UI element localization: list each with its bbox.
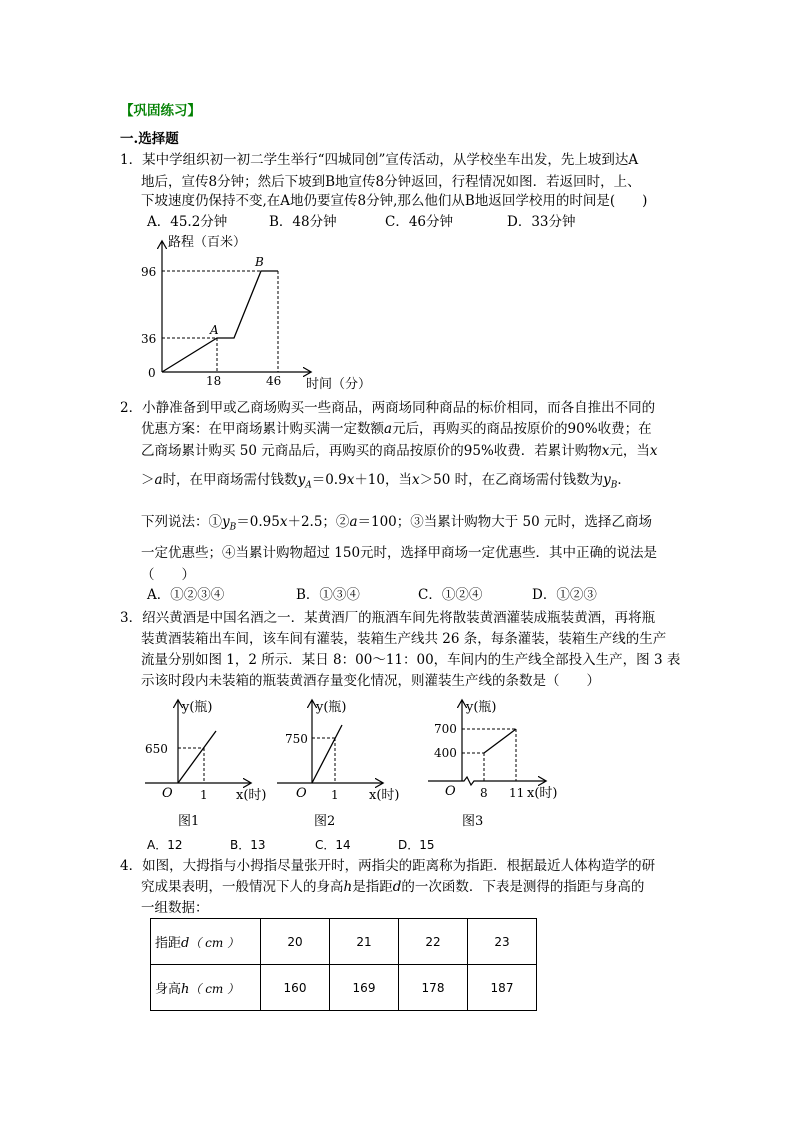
fig3-caption: 图3: [462, 814, 484, 829]
q2-var-a: a: [384, 421, 393, 437]
q4-l2-b: 是指距: [352, 879, 393, 895]
q2-line-2-text-b: 元后，再购买的商品按原价的90%收费；在: [392, 421, 652, 437]
q2-l5-sub: B: [229, 522, 237, 533]
q1-distance-time-graph: [130, 230, 400, 395]
q4-line-2: [141, 879, 644, 895]
q3-line-1: 3．绍兴黄酒是中国名酒之一．某黄酒厂的瓶酒车间先将散装黄酒灌装成瓶装黄酒，再将瓶: [120, 610, 656, 626]
q1-option-d: D．33分钟: [507, 214, 576, 230]
row1-unit: （ cm ）: [189, 936, 240, 950]
fig2-origin: O: [296, 786, 307, 801]
q2-line-6: 一定优惠些；④当累计购物超过 150元时，选择甲商场一定优惠些．其中正确的说法是: [141, 545, 658, 561]
q4-l2-a: 究成果表明，一般情况下人的身高: [141, 879, 344, 895]
q1-line-3: 下坡速度仍保持不变,在A地仍要宣传8分钟,那么他们从B地返回学校用的时间是( ): [141, 193, 648, 209]
row1-header: [151, 919, 261, 965]
table-cell: 187: [468, 965, 537, 1011]
q2-l4-a: ＞: [141, 472, 155, 488]
fig1-line: [178, 731, 216, 783]
fig1-origin: O: [162, 786, 173, 801]
q2-l5-d: ＝100；③当累计购物大于 50 元时，选择乙商场: [357, 514, 653, 530]
fig3-x-tick-8: 8: [480, 786, 488, 800]
q1-x-tick-46: 46: [266, 374, 282, 388]
fig1-caption: 图1: [178, 814, 200, 829]
q2-l5-c: ＋2.5；②: [287, 514, 350, 530]
table-row: [151, 919, 537, 965]
table-cell: 23: [468, 919, 537, 965]
q4-data-table: [150, 918, 537, 1011]
q1-option-a: A．45.2分钟: [147, 214, 228, 230]
fig2-y-tick: 750: [285, 732, 308, 746]
fig2-y-label: y(瓶): [316, 700, 347, 715]
fig2-caption: 图2: [314, 814, 336, 829]
fig3-x-tick-11: 11: [509, 786, 525, 800]
q3-figure-3: [420, 693, 580, 838]
row2-unit: （ cm ）: [189, 982, 240, 996]
row1-var: d: [181, 936, 190, 951]
q3-line-4: 示该时段内未装箱的瓶装黄酒存量变化情况，则灌装生产线的条数是（ ）: [141, 673, 600, 689]
q1-line-2: 地后，宣传8分钟；然后下坡到B地宣传8分钟返回，行程情况如图．若返回时，上、: [141, 174, 641, 190]
q1-option-b: B．48分钟: [269, 214, 337, 230]
q3-figure-1: [140, 693, 275, 838]
q2-line-3-text-b: 元，当: [609, 443, 650, 459]
q2-l5-var2: a: [349, 514, 358, 530]
table-cell: 160: [261, 965, 330, 1011]
q2-l4-var3: x: [412, 472, 420, 488]
q2-line-3-text: 乙商场累计购买 50 元商品后，再购买的商品按原价的95%收费．若累计购物: [141, 443, 602, 459]
q3-line-2: 装黄酒装箱出车间，该车间有灌装，装箱生产线共 26 条，每条灌装，装箱生产线的生产: [141, 631, 667, 647]
q3-option-a: A．12: [147, 838, 183, 852]
fig1-y-tick: 650: [145, 742, 168, 756]
q2-l4-y: y: [297, 472, 306, 488]
q2-l5-b: ＝0.95: [236, 514, 280, 530]
part-heading: 一.选择题: [120, 131, 179, 147]
section-heading: 【巩固练习】: [120, 103, 201, 119]
q1-y-tick-96: 96: [141, 265, 157, 279]
q1-x-label: 时间（分）: [306, 377, 372, 392]
table-row: [151, 965, 537, 1011]
q2-l4-var2: x: [346, 472, 355, 488]
fig2-x-label: x(时): [369, 788, 400, 803]
q3-option-b: B．13: [230, 838, 266, 852]
q3-option-d: D．15: [398, 838, 435, 852]
row2-label: 身高: [155, 982, 182, 997]
q2-l4-d: ＋10，当: [354, 472, 412, 488]
q2-option-d: D．①②③: [532, 587, 597, 603]
fig3-x-label: x(时): [527, 786, 558, 801]
table-cell: 22: [399, 919, 468, 965]
q2-l4-c: ＝0.9: [311, 472, 347, 488]
q4-l2-c: 的一次函数．下表是测得的指距与身高的: [401, 879, 645, 895]
q2-var-x: x: [601, 443, 610, 459]
q2-line-3: [141, 443, 658, 459]
table-cell: 169: [330, 965, 399, 1011]
q2-l4-y2: y: [603, 472, 611, 488]
row2-header: [151, 965, 261, 1011]
q1-origin: 0: [148, 366, 156, 380]
q1-y-tick-36: 36: [141, 332, 157, 346]
row2-var: h: [181, 982, 190, 997]
fig2-line: [312, 725, 342, 783]
q2-l4-var: a: [154, 472, 163, 488]
q1-route-line: [162, 271, 278, 372]
table-cell: 20: [261, 919, 330, 965]
fig3-origin: O: [445, 784, 456, 799]
fig1-x-tick: 1: [200, 788, 208, 802]
fig1-y-label: y(瓶): [182, 700, 213, 715]
q3-line-3: 流量分别如图 1，2 所示．某日 8：00～11：00，车间内的生产线全部投入生产，图 3 表: [141, 652, 681, 668]
q4-var-d: d: [392, 879, 402, 895]
q2-l5-a: 下列说法：①: [141, 514, 222, 530]
q2-line-4: [141, 472, 631, 494]
q2-l4-sub2: B: [610, 480, 618, 491]
q2-var-x2: x: [649, 443, 658, 459]
q2-line-7: （ ）: [141, 567, 195, 583]
q2-line-2-text: 优惠方案：在甲商场累计购买满一定数额: [141, 421, 384, 437]
q1-point-b: B: [255, 255, 264, 269]
q2-l4-b: 时，在甲商场需付钱数: [162, 472, 298, 488]
fig3-line: [484, 729, 516, 753]
row1-label: 指距: [155, 936, 182, 951]
q2-option-c: C．①②④: [418, 587, 483, 603]
q1-y-label: 路程（百米）: [168, 235, 247, 250]
q3-option-c: C．14: [315, 838, 351, 852]
q4-line-1: 4．如图，大拇指与小拇指尽量张开时，两指尖的距离称为指距．根据最近人体构造学的研: [120, 858, 656, 874]
q1-point-a: A: [210, 323, 219, 337]
q2-l4-f: ．: [617, 472, 631, 488]
q2-line-2: [141, 421, 652, 437]
table-cell: 21: [330, 919, 399, 965]
q2-option-b: B．①③④: [296, 587, 360, 603]
q2-l5-var: x: [279, 514, 288, 530]
table-cell: 178: [399, 965, 468, 1011]
fig1-x-label: x(时): [236, 788, 267, 803]
q2-l5-y: y: [222, 514, 230, 530]
q1-line-1: 1．某中学组织初一初二学生举行“四城同创”宣传活动，从学校坐车出发，先上坡到达A: [120, 152, 639, 168]
fig3-y-tick-400: 400: [434, 746, 457, 760]
q4-line-3: 一组数据：: [141, 900, 209, 916]
q2-l4-sub: A: [305, 480, 312, 491]
q3-figure-2: [272, 693, 407, 838]
q1-option-c: C．46分钟: [385, 214, 454, 230]
q2-line-1: 2．小静准备到甲或乙商场购买一些商品，两商场同种商品的标价相同，而各自推出不同的: [120, 400, 656, 416]
q4-var-h: h: [343, 879, 353, 895]
fig2-x-tick: 1: [331, 788, 339, 802]
q1-x-tick-18: 18: [206, 374, 222, 388]
q2-option-a: A．①②③④: [147, 587, 225, 603]
fig3-y-tick-700: 700: [434, 722, 457, 736]
q2-l4-e: ＞50 时，在乙商场需付钱数为: [419, 472, 604, 488]
q2-line-5: [141, 514, 652, 536]
fig3-y-label: y(瓶): [466, 700, 497, 715]
